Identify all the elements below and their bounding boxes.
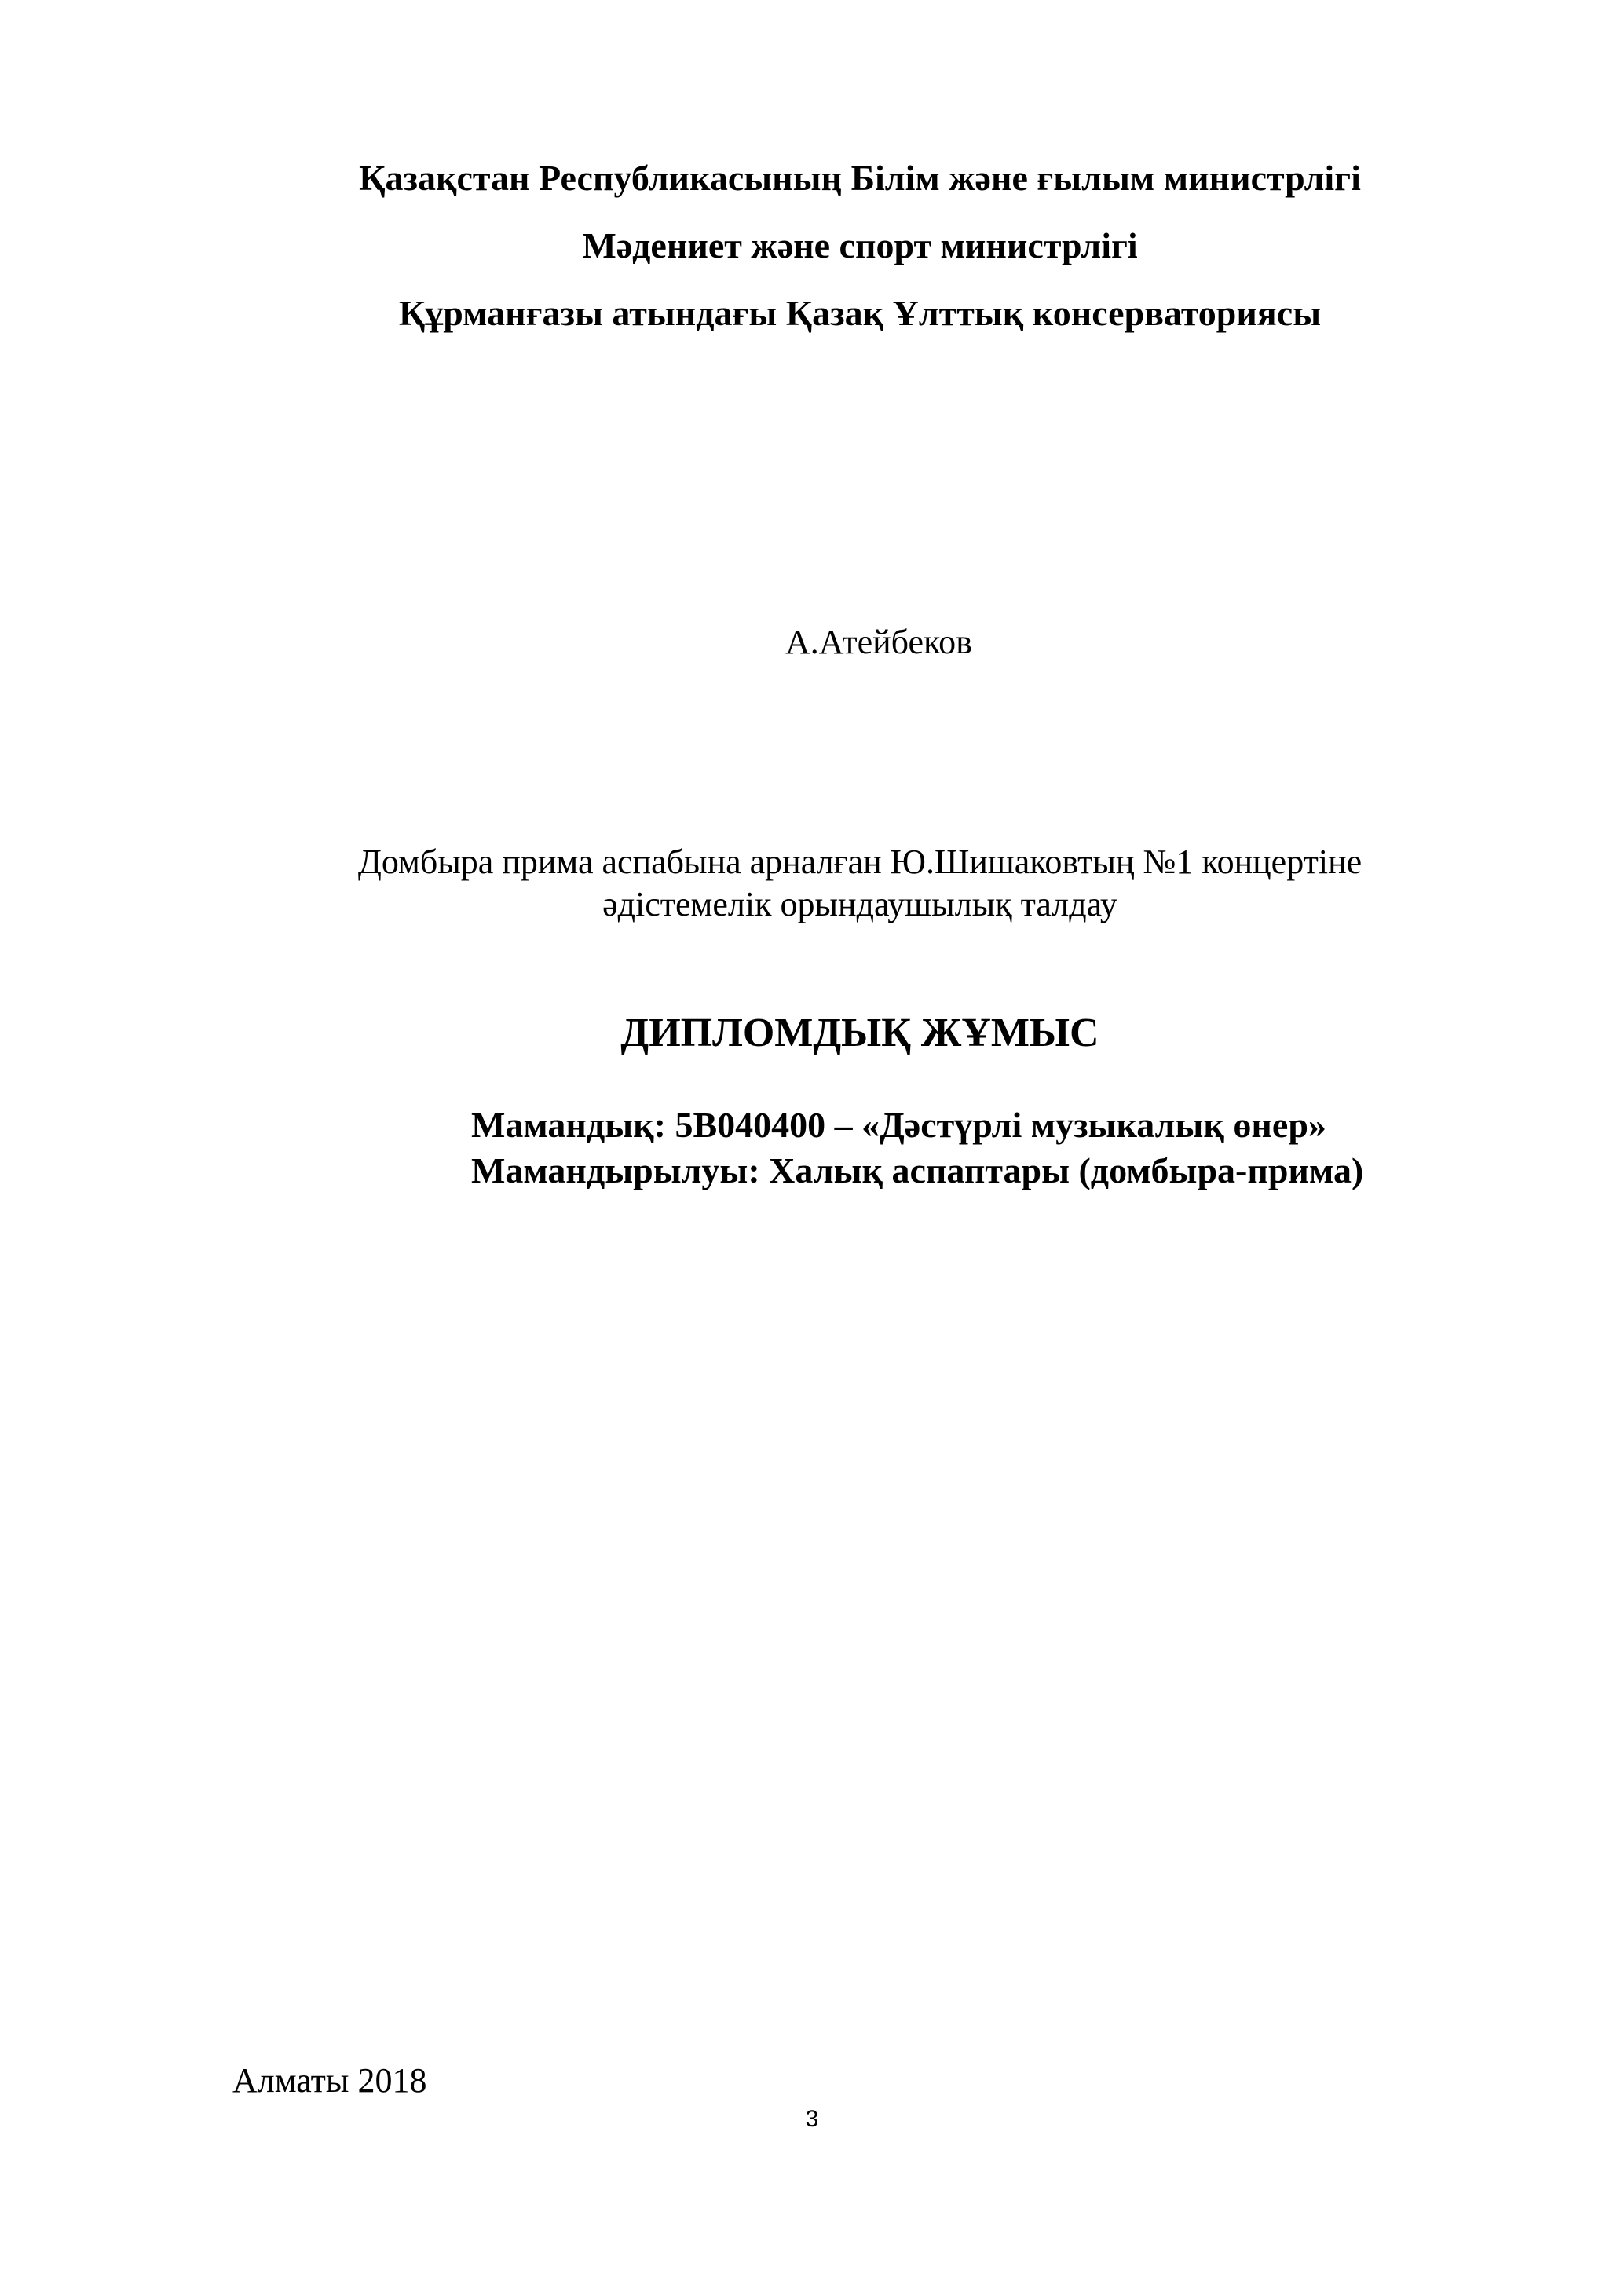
conservatory-heading: Құрманғазы атындағы Қазақ Ұлттық консерваториясы [398,293,1322,333]
ministry-education-heading: Қазақстан Республикасының Білім және ғылым министрлігі [359,158,1361,198]
thesis-topic-line-2: әдістемелік орындаушылық талдау [602,885,1117,923]
specialization-line: Мамандырылуы: Халық аспаптары (домбыра-прима) [471,1150,1364,1190]
document-type-title: ДИПЛОМДЫҚ ЖҰМЫС [620,1011,1099,1055]
ministry-culture-heading: Мәдениет және спорт министрлігі [582,225,1138,265]
page-number: 3 [805,2106,819,2132]
city-year: Алматы 2018 [232,2061,427,2100]
thesis-topic-line-1: Домбыра прима аспабына арналған Ю.Шишаковтың №1 концертіне [357,843,1362,881]
author-name: А.Атейбеков [785,623,972,661]
specialty-line: Мамандық: 5В040400 – «Дәстүрлі музыкалық өнер» [471,1105,1326,1145]
